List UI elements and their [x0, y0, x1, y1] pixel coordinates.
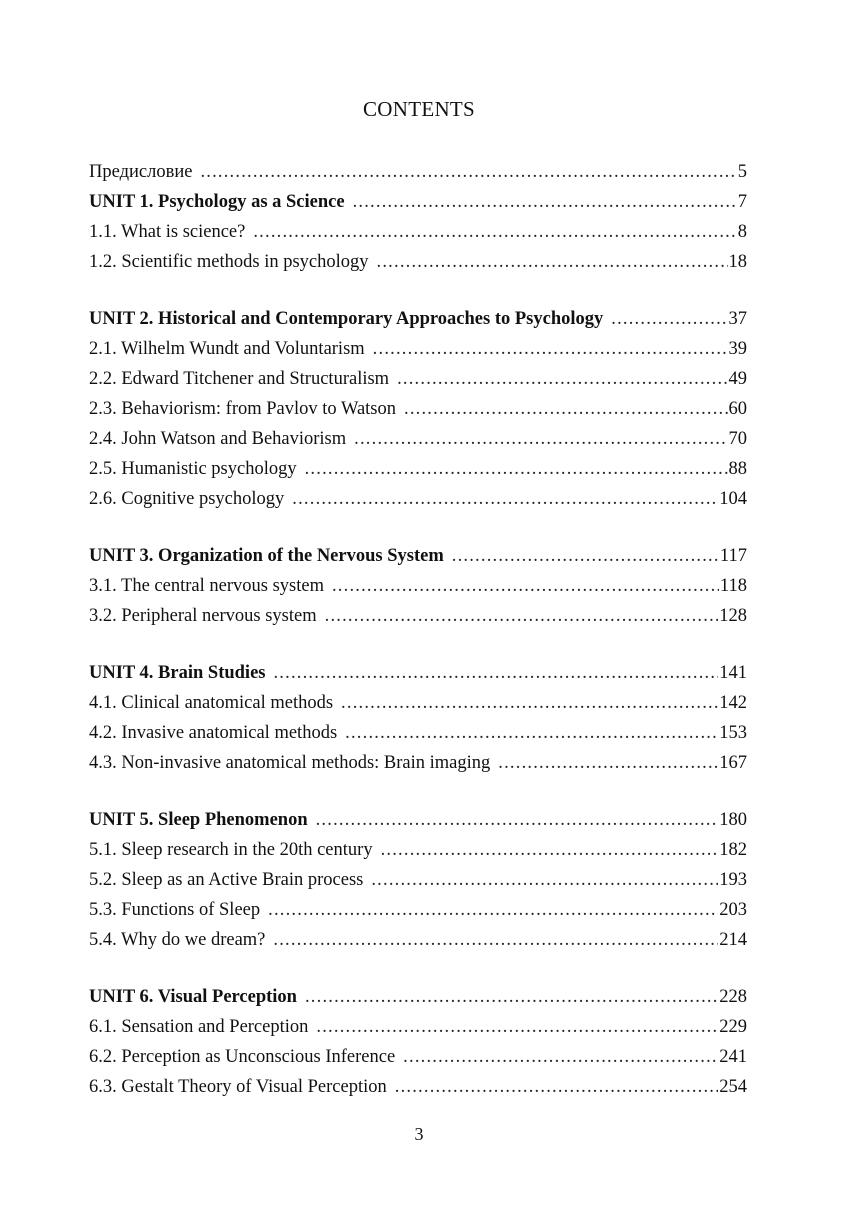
dot-leader — [403, 1042, 718, 1072]
toc-section-6-1[interactable] — [89, 1012, 747, 1042]
toc-section-page: 39 — [728, 339, 747, 359]
dot-leader — [397, 364, 727, 394]
toc-section-6-3[interactable] — [89, 1072, 747, 1102]
dot-leader — [371, 865, 718, 895]
dot-leader — [316, 1012, 718, 1042]
toc-section-label: 6.1. Sensation and Perception — [89, 1017, 309, 1037]
toc-section-page: 70 — [728, 429, 747, 449]
dot-leader — [377, 247, 728, 277]
toc-section-label: 5.2. Sleep as an Active Brain process — [89, 870, 364, 890]
toc-section-2-6[interactable] — [89, 484, 747, 514]
dot-leader — [395, 1072, 719, 1102]
toc-section-page: 203 — [719, 900, 747, 920]
toc-section-label: 5.1. Sleep research in the 20th century — [89, 840, 373, 860]
toc-section-5-1[interactable] — [89, 835, 747, 865]
toc-section-4-1[interactable] — [89, 688, 747, 718]
unit-spacer — [89, 514, 747, 541]
toc-unit-2[interactable] — [89, 304, 747, 334]
toc-section-label: 2.3. Behaviorism: from Pavlov to Watson — [89, 399, 396, 419]
toc-section-2-2[interactable] — [89, 364, 747, 394]
toc-unit-page: 37 — [728, 309, 747, 329]
toc-section-label: 6.2. Perception as Unconscious Inference — [89, 1047, 396, 1067]
toc-entry-preface[interactable] — [89, 157, 747, 187]
toc-section-page: 229 — [719, 1017, 747, 1037]
toc-section-2-4[interactable] — [89, 424, 747, 454]
dot-leader — [452, 541, 719, 571]
dot-leader — [353, 187, 737, 217]
toc-section-2-1[interactable] — [89, 334, 747, 364]
toc-section-label: 4.1. Clinical anatomical methods — [89, 693, 334, 713]
toc-section-label: 5.4. Why do we dream? — [89, 930, 266, 950]
toc-section-page: 167 — [719, 753, 747, 773]
dot-leader — [305, 982, 718, 1012]
toc-section-label: 4.3. Non-invasive anatomical methods: Brain imaging — [89, 753, 491, 773]
dot-leader — [292, 484, 718, 514]
toc-unit-page: 141 — [719, 663, 747, 683]
toc-unit-label: UNIT 6. Visual Perception — [89, 987, 297, 1007]
dot-leader — [345, 718, 718, 748]
dot-leader — [611, 304, 727, 334]
toc-section-page: 104 — [719, 489, 747, 509]
toc-section-5-4[interactable] — [89, 925, 747, 955]
toc-unit-page: 180 — [719, 810, 747, 830]
toc-unit-page: 7 — [737, 192, 747, 212]
toc-unit-label: UNIT 4. Brain Studies — [89, 663, 266, 683]
toc-section-5-3[interactable] — [89, 895, 747, 925]
toc-unit-3[interactable] — [89, 541, 747, 571]
dot-leader — [253, 217, 736, 247]
toc-section-3-2[interactable] — [89, 601, 747, 631]
toc-section-page: 49 — [728, 369, 747, 389]
dot-leader — [268, 895, 718, 925]
toc-section-page: 193 — [719, 870, 747, 890]
toc-section-label: 2.1. Wilhelm Wundt and Voluntarism — [89, 339, 365, 359]
toc-section-page: 182 — [719, 840, 747, 860]
toc-section-page: 118 — [719, 576, 747, 596]
toc-section-label: 2.2. Edward Titchener and Structuralism — [89, 369, 390, 389]
unit-spacer — [89, 277, 747, 304]
toc-unit-1[interactable] — [89, 187, 747, 217]
toc-entry-label: Предисловие — [89, 162, 193, 182]
dot-leader — [305, 454, 728, 484]
toc-section-5-2[interactable] — [89, 865, 747, 895]
toc-section-2-3[interactable] — [89, 394, 747, 424]
dot-leader — [273, 925, 718, 955]
toc-section-4-2[interactable] — [89, 718, 747, 748]
toc-section-page: 254 — [719, 1077, 747, 1097]
toc-unit-6[interactable] — [89, 982, 747, 1012]
toc-section-label: 2.6. Cognitive psychology — [89, 489, 285, 509]
toc-unit-label: UNIT 3. Organization of the Nervous System — [89, 546, 444, 566]
dot-leader — [373, 334, 728, 364]
toc-section-page: 214 — [719, 930, 747, 950]
dot-leader — [332, 571, 719, 601]
dot-leader — [381, 835, 719, 865]
toc-unit-label: UNIT 1. Psychology as a Science — [89, 192, 345, 212]
dot-leader — [316, 805, 719, 835]
toc-section-page: 8 — [737, 222, 747, 242]
toc-section-1-1[interactable] — [89, 217, 747, 247]
page-title: CONTENTS — [362, 97, 476, 121]
toc-section-2-5[interactable] — [89, 454, 747, 484]
dot-leader — [498, 748, 718, 778]
page-number: 3 — [414, 1124, 424, 1144]
toc-entry-page: 5 — [737, 162, 747, 182]
toc-section-4-3[interactable] — [89, 748, 747, 778]
toc-section-label: 2.5. Humanistic psychology — [89, 459, 297, 479]
toc-section-label: 5.3. Functions of Sleep — [89, 900, 261, 920]
dot-leader — [273, 658, 718, 688]
dot-leader — [354, 424, 727, 454]
toc-section-label: 6.3. Gestalt Theory of Visual Perception — [89, 1077, 387, 1097]
toc-unit-page: 117 — [719, 546, 747, 566]
toc-unit-label: UNIT 2. Historical and Contemporary Approaches to Psychology — [89, 309, 604, 329]
toc-section-label: 3.2. Peripheral nervous system — [89, 606, 317, 626]
toc-section-page: 88 — [728, 459, 747, 479]
unit-spacer — [89, 778, 747, 805]
dot-leader — [200, 157, 736, 187]
toc-section-page: 153 — [719, 723, 747, 743]
unit-spacer — [89, 631, 747, 658]
toc-unit-label: UNIT 5. Sleep Phenomenon — [89, 810, 308, 830]
toc-section-label: 4.2. Invasive anatomical methods — [89, 723, 338, 743]
toc-section-page: 241 — [719, 1047, 747, 1067]
dot-leader — [404, 394, 728, 424]
toc-section-1-2[interactable] — [89, 247, 747, 277]
toc-section-6-2[interactable] — [89, 1042, 747, 1072]
toc-section-page: 60 — [728, 399, 747, 419]
table-of-contents — [89, 157, 747, 1102]
toc-section-page: 128 — [719, 606, 747, 626]
toc-unit-5[interactable] — [89, 805, 747, 835]
toc-section-label: 3.1. The central nervous system — [89, 576, 324, 596]
dot-leader — [325, 601, 719, 631]
toc-section-label: 1.2. Scientific methods in psychology — [89, 252, 369, 272]
toc-unit-4[interactable] — [89, 658, 747, 688]
toc-section-label: 1.1. What is science? — [89, 222, 246, 242]
toc-unit-page: 228 — [719, 987, 747, 1007]
toc-section-3-1[interactable] — [89, 571, 747, 601]
toc-section-page: 18 — [728, 252, 747, 272]
dot-leader — [341, 688, 718, 718]
toc-section-page: 142 — [719, 693, 747, 713]
unit-spacer — [89, 955, 747, 982]
toc-section-label: 2.4. John Watson and Behaviorism — [89, 429, 347, 449]
